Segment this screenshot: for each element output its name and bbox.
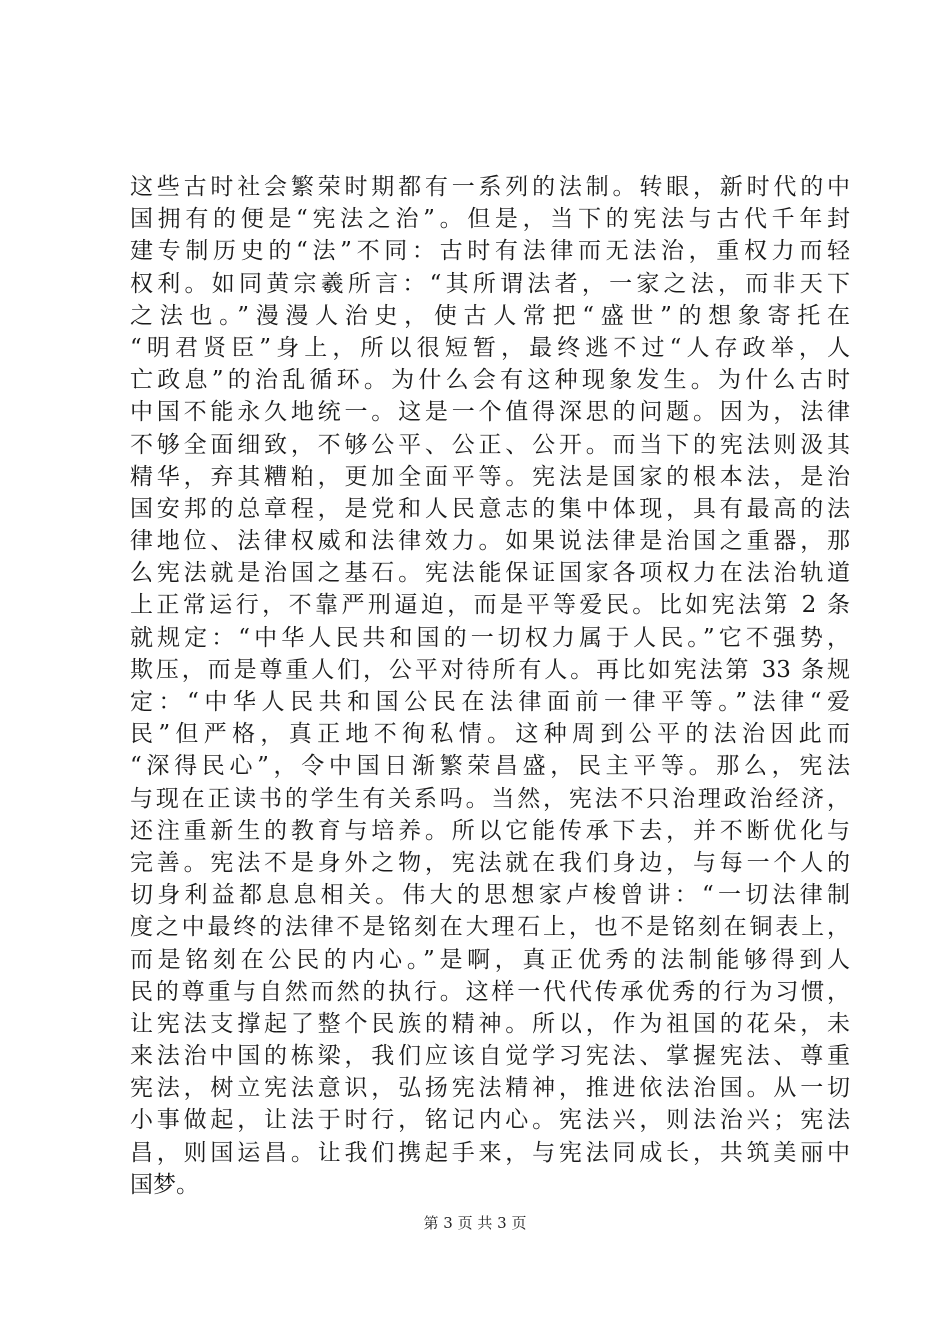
text-line: 么宪法就是治国之基石。宪法能保证国家各项权力在法治轨道 <box>130 560 850 587</box>
text-line: 精华，弃其糟粕，更加全面平等。宪法是国家的根本法，是治 <box>130 463 850 490</box>
text-line: “深得民心”，令中国日渐繁荣昌盛，民主平等。那么，宪法 <box>130 753 850 780</box>
text-line: 国拥有的便是“宪法之治”。但是，当下的宪法与古代千年封 <box>130 206 850 233</box>
text-line: 切身利益都息息相关。伟大的思想家卢梭曾讲：“一切法律制 <box>130 882 850 909</box>
text-line: 而是铭刻在公民的内心。”是啊，真正优秀的法制能够得到人 <box>130 946 850 973</box>
text-line: 民的尊重与自然而然的执行。这样一代代传承优秀的行为习惯， <box>130 978 850 1005</box>
text-line: “明君贤臣”身上，所以很短暂，最终逃不过“人存政举，人 <box>130 334 850 361</box>
text-line: 宪法，树立宪法意识，弘扬宪法精神，推进依法治国。从一切 <box>130 1075 850 1102</box>
text-line: 还注重新生的教育与培养。所以它能传承下去，并不断优化与 <box>130 817 850 844</box>
text-line: 度之中最终的法律不是铭刻在大理石上，也不是铭刻在铜表上， <box>130 914 850 941</box>
text-line: 国安邦的总章程，是党和人民意志的集中体现，具有最高的法 <box>130 495 850 522</box>
text-line: 让宪法支撑起了整个民族的精神。所以，作为祖国的花朵，未 <box>130 1010 850 1037</box>
text-line: 权利。如同黄宗羲所言：“其所谓法者，一家之法，而非天下 <box>130 270 850 297</box>
text-line: 这些古时社会繁荣时期都有一系列的法制。转眼，新时代的中 <box>130 174 850 200</box>
text-line: 不够全面细致，不够公平、公正、公开。而当下的宪法则汲其 <box>130 431 850 458</box>
page-footer: 第 3 页 共 3 页 <box>423 1214 527 1232</box>
text-line: 欺压，而是尊重人们，公平对待所有人。再比如宪法第 33 条规 <box>130 656 850 683</box>
text-line: 建专制历史的“法”不同：古时有法律而无法治，重权力而轻 <box>130 238 850 265</box>
text-line: 中国不能永久地统一。这是一个值得深思的问题。因为，法律 <box>130 399 850 426</box>
body-text <box>130 171 850 1201</box>
text-line: 民”但严格，真正地不徇私情。这种周到公平的法治因此而 <box>130 721 850 748</box>
text-line: 昌，则国运昌。让我们携起手来，与宪法同成长，共筑美丽中 <box>130 1139 850 1166</box>
text-line: 与现在正读书的学生有关系吗。当然，宪法不只治理政治经济， <box>130 785 850 812</box>
text-line: 来法治中国的栋梁，我们应该自觉学习宪法、掌握宪法、尊重 <box>130 1043 850 1070</box>
text-line: 亡政息”的治乱循环。为什么会有这种现象发生。为什么古时 <box>130 367 850 394</box>
text-line: 国梦。 <box>130 1171 199 1198</box>
text-line: 定：“中华人民共和国公民在法律面前一律平等。”法律“爱 <box>130 689 850 715</box>
text-line: 上正常运行，不靠严刑逼迫，而是平等爱民。比如宪法第 2 条 <box>130 592 850 619</box>
text-line: 完善。宪法不是身外之物，宪法就在我们身边，与每一个人的 <box>130 849 850 876</box>
text-line: 小事做起，让法于时行，铭记内心。宪法兴，则法治兴；宪法 <box>130 1107 850 1134</box>
text-line: 就规定：“中华人民共和国的一切权力属于人民。”它不强势， <box>130 624 850 651</box>
text-line: 之法也。”漫漫人治史，使古人常把“盛世”的想象寄托在 <box>130 302 850 329</box>
text-line: 律地位、法律权威和法律效力。如果说法律是治国之重器，那 <box>130 528 850 555</box>
